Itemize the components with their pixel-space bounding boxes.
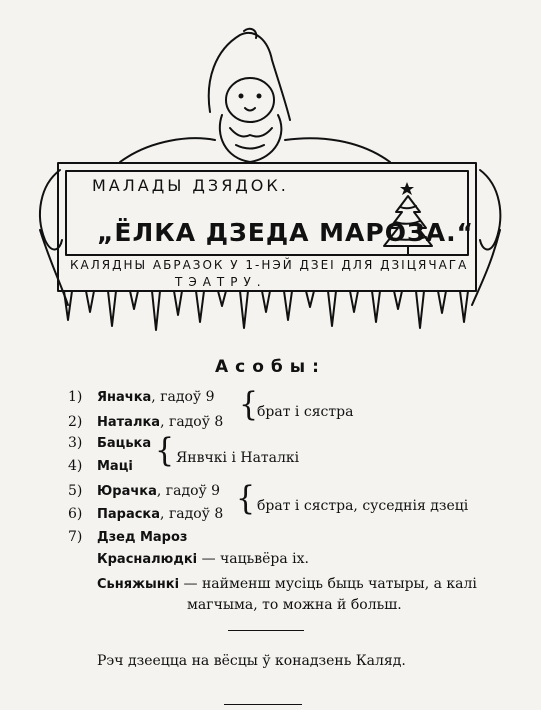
title-illustration	[0, 0, 541, 345]
setting-note: Рэч дзеецца на вёсцы ў конадзень Каляд.	[97, 653, 406, 669]
cast-age: гадоў 8	[168, 414, 224, 430]
cast-name: Дзед Мароз	[97, 530, 188, 545]
play-subtitle-continued: ТЭАТРУ.	[175, 275, 267, 289]
group-brace: {	[236, 479, 256, 518]
group-brace: {	[239, 385, 259, 424]
cast-name: Бацька	[97, 436, 152, 451]
group-brace: {	[155, 431, 175, 470]
group-note: брат і сястра, суседнія дзеці	[257, 498, 469, 514]
cast-name: Маці	[97, 459, 133, 474]
cast-name: Наталка	[97, 415, 161, 430]
author-name: МАЛАДЫ ДЗЯДОК.	[92, 176, 289, 195]
cast-member	[97, 435, 151, 451]
cast-member: Наталка, гадоў 8	[97, 414, 224, 430]
cast-member: Параска, гадоў 8	[97, 506, 224, 522]
extra-role	[97, 551, 309, 567]
cast-age: гадоў 9	[165, 483, 221, 499]
cast-number: 4)	[68, 458, 83, 474]
cast-member	[97, 529, 187, 545]
cast-number: 1)	[68, 389, 83, 405]
play-subtitle: КАЛЯДНЫ АБРАЗОК У 1-НЭЙ ДЗЕІ ДЛЯ ДЗІЦЯЧАГА	[70, 258, 469, 272]
divider	[228, 630, 304, 631]
extra-role-desc-continued: магчыма, то можна й больш.	[187, 597, 402, 613]
play-title: „ЁЛКА ДЗЕДА МАРОЗА.“	[97, 218, 475, 247]
cast-number: 5)	[68, 483, 83, 499]
cast-name: Яначка	[97, 390, 152, 405]
extra-role-desc: — найменш мусіць быць чатыры, а калі	[183, 576, 477, 592]
cast-number: 6)	[68, 506, 83, 522]
group-note: Янвчкі і Наталкі	[176, 450, 300, 466]
cast-heading: Асобы:	[215, 357, 326, 377]
cast-age: гадоў 8	[168, 506, 224, 522]
cast-number: 2)	[68, 414, 83, 430]
group-note: брат і сястра	[257, 404, 354, 420]
divider	[224, 704, 302, 705]
cast-number: 7)	[68, 529, 83, 545]
extra-role-desc: — чацьвёра іх.	[201, 551, 309, 567]
cast-name: Параска	[97, 507, 161, 522]
extra-role	[97, 576, 477, 592]
cast-member: Яначка, гадоў 9	[97, 389, 215, 405]
cast-number: 3)	[68, 435, 83, 451]
cast-member	[97, 458, 133, 474]
cast-name: Юрачка	[97, 484, 157, 499]
cast-age: гадоў 9	[160, 389, 215, 405]
extra-role-name: Красналюдкі	[97, 552, 198, 567]
ded-moroz-drawing	[0, 0, 541, 345]
cast-member: Юрачка, гадоў 9	[97, 483, 221, 499]
extra-role-name: Сьняжынкі	[97, 577, 180, 592]
